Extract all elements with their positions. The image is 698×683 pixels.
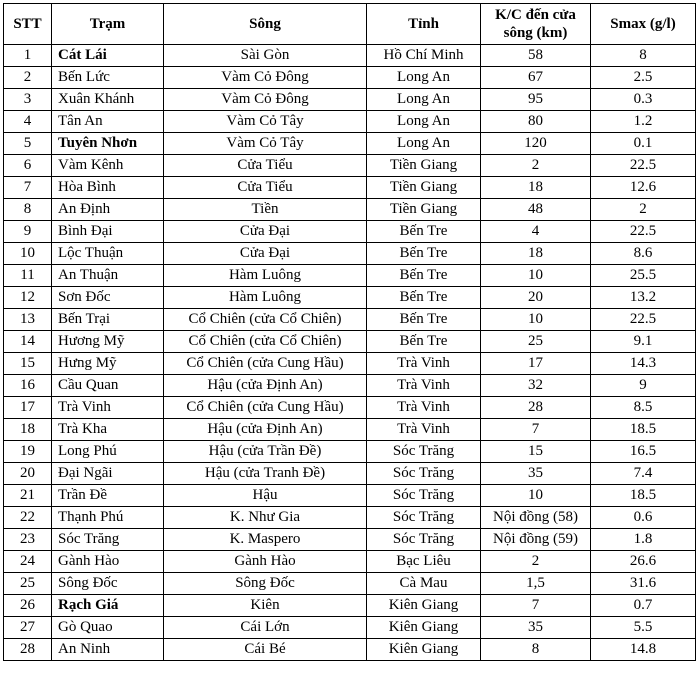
cell-kc: 10: [481, 265, 591, 287]
table-row: [4, 595, 696, 617]
cell-kc: Nội đồng (58): [481, 507, 591, 529]
cell-stt: 8: [4, 199, 52, 221]
cell-tram: An Ninh: [52, 639, 164, 661]
cell-kc: 35: [481, 617, 591, 639]
cell-kc: 7: [481, 595, 591, 617]
cell-smax: 9.1: [591, 331, 696, 353]
cell-kc: 32: [481, 375, 591, 397]
cell-tinh: Kiên Giang: [367, 639, 481, 661]
cell-kc: 58: [481, 45, 591, 67]
header-row: [4, 4, 696, 45]
cell-tinh: Bến Tre: [367, 221, 481, 243]
table-row: [4, 639, 696, 661]
table-row: [4, 133, 696, 155]
cell-tram: Đại Ngãi: [52, 463, 164, 485]
cell-tram: Bến Lức: [52, 67, 164, 89]
cell-song: Cổ Chiên (cửa Cung Hầu): [164, 397, 367, 419]
cell-stt: 13: [4, 309, 52, 331]
table-row: [4, 551, 696, 573]
cell-stt: 17: [4, 397, 52, 419]
table-row: [4, 309, 696, 331]
cell-song: Hậu (cửa Tranh Đề): [164, 463, 367, 485]
cell-tinh: Tiền Giang: [367, 199, 481, 221]
table-row: [4, 353, 696, 375]
cell-tinh: Hồ Chí Minh: [367, 45, 481, 67]
salinity-table: [3, 3, 696, 661]
cell-kc: 28: [481, 397, 591, 419]
cell-smax: 8.6: [591, 243, 696, 265]
cell-song: Cửa Đại: [164, 221, 367, 243]
cell-kc: 48: [481, 199, 591, 221]
cell-tram: Tân An: [52, 111, 164, 133]
cell-stt: 15: [4, 353, 52, 375]
cell-stt: 19: [4, 441, 52, 463]
cell-smax: 7.4: [591, 463, 696, 485]
cell-tram: Thạnh Phú: [52, 507, 164, 529]
cell-tram: Hòa Bình: [52, 177, 164, 199]
table-row: [4, 375, 696, 397]
cell-smax: 2.5: [591, 67, 696, 89]
cell-kc: 67: [481, 67, 591, 89]
cell-smax: 12.6: [591, 177, 696, 199]
cell-smax: 22.5: [591, 309, 696, 331]
cell-kc: 18: [481, 243, 591, 265]
cell-stt: 25: [4, 573, 52, 595]
cell-tram: Tuyên Nhơn: [52, 133, 164, 155]
cell-song: Hậu: [164, 485, 367, 507]
cell-tram: Cầu Quan: [52, 375, 164, 397]
cell-kc: 120: [481, 133, 591, 155]
table-row: [4, 67, 696, 89]
cell-stt: 26: [4, 595, 52, 617]
cell-smax: 18.5: [591, 485, 696, 507]
cell-song: Gành Hào: [164, 551, 367, 573]
cell-song: Hàm Luông: [164, 287, 367, 309]
cell-stt: 9: [4, 221, 52, 243]
table-row: [4, 573, 696, 595]
cell-tram: Cát Lái: [52, 45, 164, 67]
cell-smax: 8: [591, 45, 696, 67]
cell-kc: 17: [481, 353, 591, 375]
cell-smax: 14.8: [591, 639, 696, 661]
cell-stt: 16: [4, 375, 52, 397]
cell-tram: Trần Đề: [52, 485, 164, 507]
table-row: [4, 529, 696, 551]
cell-smax: 5.5: [591, 617, 696, 639]
cell-tinh: Bến Tre: [367, 331, 481, 353]
cell-stt: 7: [4, 177, 52, 199]
cell-song: Cái Bé: [164, 639, 367, 661]
table-row: [4, 221, 696, 243]
cell-smax: 9: [591, 375, 696, 397]
table-row: [4, 463, 696, 485]
cell-smax: 0.7: [591, 595, 696, 617]
table-row: [4, 617, 696, 639]
table-row: [4, 507, 696, 529]
cell-song: Sài Gòn: [164, 45, 367, 67]
cell-tram: Sóc Trăng: [52, 529, 164, 551]
cell-tinh: Kiên Giang: [367, 617, 481, 639]
cell-song: Sông Đốc: [164, 573, 367, 595]
cell-stt: 20: [4, 463, 52, 485]
cell-smax: 18.5: [591, 419, 696, 441]
cell-tinh: Sóc Trăng: [367, 507, 481, 529]
cell-song: Hậu (cửa Trần Đề): [164, 441, 367, 463]
table-row: [4, 419, 696, 441]
cell-stt: 11: [4, 265, 52, 287]
table-row: [4, 287, 696, 309]
cell-smax: 0.3: [591, 89, 696, 111]
header-kc: K/C đến cửa sông (km): [481, 4, 591, 45]
table-row: [4, 199, 696, 221]
cell-song: Vàm Cỏ Đông: [164, 67, 367, 89]
cell-kc: 10: [481, 485, 591, 507]
cell-tram: Gành Hào: [52, 551, 164, 573]
table-row: [4, 243, 696, 265]
cell-kc: 35: [481, 463, 591, 485]
cell-kc: 8: [481, 639, 591, 661]
cell-song: Kiên: [164, 595, 367, 617]
table-row: [4, 397, 696, 419]
cell-stt: 12: [4, 287, 52, 309]
cell-song: Vàm Cỏ Đông: [164, 89, 367, 111]
cell-kc: 2: [481, 155, 591, 177]
cell-smax: 0.6: [591, 507, 696, 529]
cell-stt: 28: [4, 639, 52, 661]
cell-tram: Sơn Đốc: [52, 287, 164, 309]
cell-song: Cửa Tiểu: [164, 155, 367, 177]
cell-stt: 18: [4, 419, 52, 441]
cell-tinh: Sóc Trăng: [367, 441, 481, 463]
cell-tinh: Trà Vinh: [367, 353, 481, 375]
cell-smax: 2: [591, 199, 696, 221]
header-tram: Trạm: [52, 4, 164, 45]
cell-song: Cổ Chiên (cửa Cổ Chiên): [164, 309, 367, 331]
cell-smax: 25.5: [591, 265, 696, 287]
cell-tram: Trà Vinh: [52, 397, 164, 419]
cell-stt: 2: [4, 67, 52, 89]
table-row: [4, 177, 696, 199]
cell-smax: 22.5: [591, 155, 696, 177]
cell-kc: 2: [481, 551, 591, 573]
cell-stt: 27: [4, 617, 52, 639]
cell-tram: Hưng Mỹ: [52, 353, 164, 375]
header-song: Sông: [164, 4, 367, 45]
cell-song: Cửa Tiểu: [164, 177, 367, 199]
cell-kc: 7: [481, 419, 591, 441]
cell-smax: 31.6: [591, 573, 696, 595]
cell-tinh: Long An: [367, 67, 481, 89]
cell-stt: 10: [4, 243, 52, 265]
cell-tram: Xuân Khánh: [52, 89, 164, 111]
cell-tinh: Cà Mau: [367, 573, 481, 595]
cell-song: Vàm Cỏ Tây: [164, 111, 367, 133]
cell-tram: Bến Trại: [52, 309, 164, 331]
cell-song: K. Như Gia: [164, 507, 367, 529]
cell-tram: An Định: [52, 199, 164, 221]
cell-kc: 80: [481, 111, 591, 133]
cell-kc: 18: [481, 177, 591, 199]
table-row: [4, 485, 696, 507]
cell-tinh: Sóc Trăng: [367, 529, 481, 551]
cell-tinh: Bến Tre: [367, 287, 481, 309]
cell-smax: 14.3: [591, 353, 696, 375]
cell-tram: Bình Đại: [52, 221, 164, 243]
cell-stt: 14: [4, 331, 52, 353]
table-row: [4, 331, 696, 353]
cell-song: Cổ Chiên (cửa Cung Hầu): [164, 353, 367, 375]
cell-tram: Lộc Thuận: [52, 243, 164, 265]
cell-tinh: Tiền Giang: [367, 177, 481, 199]
cell-stt: 24: [4, 551, 52, 573]
cell-song: Hậu (cửa Định An): [164, 419, 367, 441]
cell-stt: 4: [4, 111, 52, 133]
cell-stt: 22: [4, 507, 52, 529]
cell-tinh: Trà Vinh: [367, 419, 481, 441]
table-row: [4, 111, 696, 133]
cell-tinh: Bạc Liêu: [367, 551, 481, 573]
cell-tram: Rạch Giá: [52, 595, 164, 617]
cell-tram: Sông Đốc: [52, 573, 164, 595]
cell-tinh: Kiên Giang: [367, 595, 481, 617]
cell-song: Vàm Cỏ Tây: [164, 133, 367, 155]
table-body: [4, 45, 696, 661]
cell-tinh: Trà Vinh: [367, 375, 481, 397]
cell-tram: Hương Mỹ: [52, 331, 164, 353]
table-row: [4, 265, 696, 287]
table-header: [4, 4, 696, 45]
cell-kc: 15: [481, 441, 591, 463]
cell-tinh: Long An: [367, 111, 481, 133]
table-row: [4, 441, 696, 463]
cell-tinh: Bến Tre: [367, 243, 481, 265]
cell-kc: 20: [481, 287, 591, 309]
cell-tinh: Tiền Giang: [367, 155, 481, 177]
cell-smax: 13.2: [591, 287, 696, 309]
cell-tram: Long Phú: [52, 441, 164, 463]
cell-song: Cửa Đại: [164, 243, 367, 265]
cell-stt: 23: [4, 529, 52, 551]
cell-song: Cổ Chiên (cửa Cổ Chiên): [164, 331, 367, 353]
cell-stt: 3: [4, 89, 52, 111]
cell-tram: An Thuận: [52, 265, 164, 287]
cell-stt: 1: [4, 45, 52, 67]
cell-stt: 5: [4, 133, 52, 155]
cell-tinh: Sóc Trăng: [367, 485, 481, 507]
cell-smax: 1.2: [591, 111, 696, 133]
cell-tram: Gò Quao: [52, 617, 164, 639]
cell-tinh: Long An: [367, 89, 481, 111]
cell-kc: 10: [481, 309, 591, 331]
cell-stt: 21: [4, 485, 52, 507]
table-row: [4, 89, 696, 111]
cell-stt: 6: [4, 155, 52, 177]
cell-song: Hậu (cửa Định An): [164, 375, 367, 397]
header-smax: Smax (g/l): [591, 4, 696, 45]
cell-smax: 8.5: [591, 397, 696, 419]
cell-smax: 0.1: [591, 133, 696, 155]
cell-kc: 95: [481, 89, 591, 111]
cell-tinh: Long An: [367, 133, 481, 155]
table-row: [4, 45, 696, 67]
cell-tram: Trà Kha: [52, 419, 164, 441]
cell-kc: 25: [481, 331, 591, 353]
cell-song: Cái Lớn: [164, 617, 367, 639]
cell-smax: 1.8: [591, 529, 696, 551]
header-stt: STT: [4, 4, 52, 45]
cell-smax: 22.5: [591, 221, 696, 243]
cell-smax: 26.6: [591, 551, 696, 573]
cell-tinh: Trà Vinh: [367, 397, 481, 419]
header-tinh: Tỉnh: [367, 4, 481, 45]
cell-kc: Nội đồng (59): [481, 529, 591, 551]
cell-tinh: Bến Tre: [367, 309, 481, 331]
cell-song: Tiền: [164, 199, 367, 221]
cell-tinh: Sóc Trăng: [367, 463, 481, 485]
cell-song: K. Maspero: [164, 529, 367, 551]
cell-tinh: Bến Tre: [367, 265, 481, 287]
cell-kc: 4: [481, 221, 591, 243]
table-row: [4, 155, 696, 177]
cell-smax: 16.5: [591, 441, 696, 463]
cell-song: Hàm Luông: [164, 265, 367, 287]
cell-tram: Vàm Kênh: [52, 155, 164, 177]
cell-kc: 1,5: [481, 573, 591, 595]
